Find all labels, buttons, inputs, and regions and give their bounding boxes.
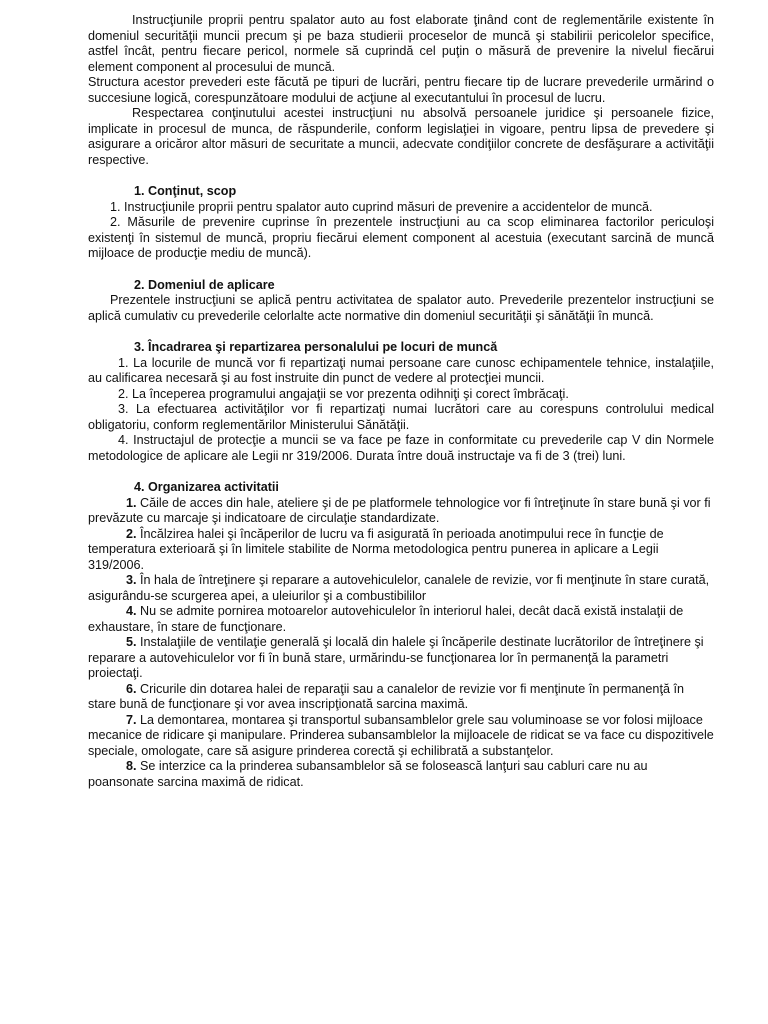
item-number: 8. (126, 759, 137, 773)
item-number: 2. (126, 526, 137, 541)
section-4-item (88, 682, 714, 713)
section-2-title: 2. Domeniul de aplicare (134, 277, 275, 292)
item-text: Instalaţiile de ventilaţie generală şi locală din halele şi încăperile destinate lucrătorilor de întreţinere şi reparare a autovehiculelor vor fi în bună stare, urmărindu-se funcţionarea lor în permanenţă la parametri proiectaţi. (88, 635, 704, 680)
item-text: Nu se admite pornirea motoarelor autovehiculelor în interiorul halei, decât dacă există instalaţii de exhaustare, în stare de funcţionare. (88, 604, 684, 634)
section-3-item: 1. La locurile de muncă vor fi repartizaţi numai persoane care cunosc echipamentele tehnice, instalaţiile, au calificarea necesară şi au fost instruite din punct de vedere al protecţiei muncii. (88, 355, 714, 385)
section-4-item (88, 527, 714, 574)
section-4-item (88, 759, 714, 790)
item-text: Căile de acces din hale, ateliere şi de pe platformele tehnologice vor fi întreţinute în stare bună şi vor fi prevăzute cu marcaje şi indicatoare de circulaţie standardizate. (88, 495, 711, 525)
section-3-item: 2. La începerea programului angajaţii se vor prezenta odihniţi şi corect îmbrăcaţi. (118, 386, 569, 401)
item-number: 1. (126, 495, 137, 510)
section-4-item (88, 713, 714, 760)
section-3-title: 3. Încadrarea şi repartizarea personalului pe locuri de muncă (134, 340, 498, 354)
section-1-item: 2. Măsurile de prevenire cuprinse în prezentele instrucţiuni au ca scop eliminarea factorilor periculoşi existenţi în sistemul de muncă, propriu fiecărui element component al acestuia (executant sarcină de muncă mijloace de producţie mediu de muncă). (88, 215, 714, 260)
section-3-item: 3. La efectuarea activităţilor vor fi repartizaţi numai lucrători care au corespuns controlului medical obligatoriu, conform reglementărilor Ministerului Sănătăţii. (88, 402, 714, 432)
item-number: 3. (126, 573, 137, 587)
intro-paragraph-3: Respectarea conţinutului acestei instrucţiuni nu absolvă persoanele juridice şi persoanele fizice, implicate in procesul de munca, de răspunderile, conform legislaţiei in vigoare, pentru lipsa de prevedere şi asigurare a oricăror altor măsuri de securitate a muncii, adecvate condiţiilor concrete de desfăşurare a activităţii respective. (88, 106, 714, 167)
item-text: Încălzirea halei şi încăperilor de lucru va fi asigurată în perioada anotimpului rece în funcţie de temperatura exterioară şi în limitele stabilite de Norma metodologica pentru punerea in aplicare a Legii 319/2006. (88, 526, 664, 572)
section-1-title: 1. Conţinut, scop (134, 184, 237, 198)
section-4-item (88, 604, 714, 635)
section-2-text: Prezentele instrucţiuni se aplică pentru activitatea de spalator auto. Prevederile prezentelor instrucţiuni se aplică cumulativ cu prevederile celorlalte acte normative din domeniul securităţii şi sănătăţii în muncă. (88, 293, 714, 323)
item-text: Se interzice ca la prinderea subansamblelor să se folosească lanţuri sau cabluri care nu au poansonate sarcina maximă de ridicat. (88, 759, 648, 789)
section-4-item (88, 573, 714, 604)
item-number: 4. (126, 604, 137, 618)
section-4-title: 4. Organizarea activitatii (134, 480, 279, 494)
item-number: 5. (126, 635, 137, 649)
item-number: 6. (126, 681, 137, 696)
intro-paragraph-2: Structura acestor prevederi este făcută pe tipuri de lucrări, pentru fiecare tip de lucrare prevederile urmărind o succesiune logică, corespunzătoare modului de acţiune al executantului în procesul de lucru. (88, 75, 714, 105)
item-text: La demontarea, montarea şi transportul subansamblelor grele sau voluminoase se vor folosi mijloace mecanice de ridicare şi manipulare. Prinderea subansamblelor la mijloacele de ridicat se va face cu dispozitivele speciale, omologate, care să asigure prinderea corectă şi echilibrată a substanţelor. (88, 712, 714, 758)
item-text: În hala de întreţinere şi reparare a autovehiculelor, canalele de revizie, vor fi menţinute în stare curată, asigurându-se scurgerea apei, a uleiurilor şi a combustibililor (88, 573, 710, 603)
document-body (88, 13, 714, 790)
section-4-item (88, 496, 714, 527)
item-number: 7. (126, 712, 137, 727)
item-text: Cricurile din dotarea halei de reparaţii sau a canalelor de revizie vor fi menţinute în permanenţă în stare bună de funcţionare şi vor avea inscripţionată sarcina maximă. (88, 681, 684, 711)
section-1-item: 1. Instrucţiunile proprii pentru spalator auto cuprind măsuri de prevenire a accidentelor de muncă. (110, 199, 653, 214)
intro-paragraph-1: Instrucţiunile proprii pentru spalator auto au fost elaborate ţinând cont de reglementările existente în domeniul securităţii muncii precum şi pe baza studierii proceselor de muncă şi stabilirii pericolelor specifice, astfel încât, pentru fiecare pericol, normele să cuprindă cel puţin o măsură de prevenire la nivelul fiecărui element component al procesului de muncă. (88, 13, 714, 74)
section-3-item: 4. Instructajul de protecţie a muncii se va face pe faze in conformitate cu prevederile cap V din Normele metodologice de aplicare ale Legii nr 319/2006. Durata între două instructaje va fi de 3 (trei) luni. (88, 433, 714, 463)
section-4-item (88, 635, 714, 682)
